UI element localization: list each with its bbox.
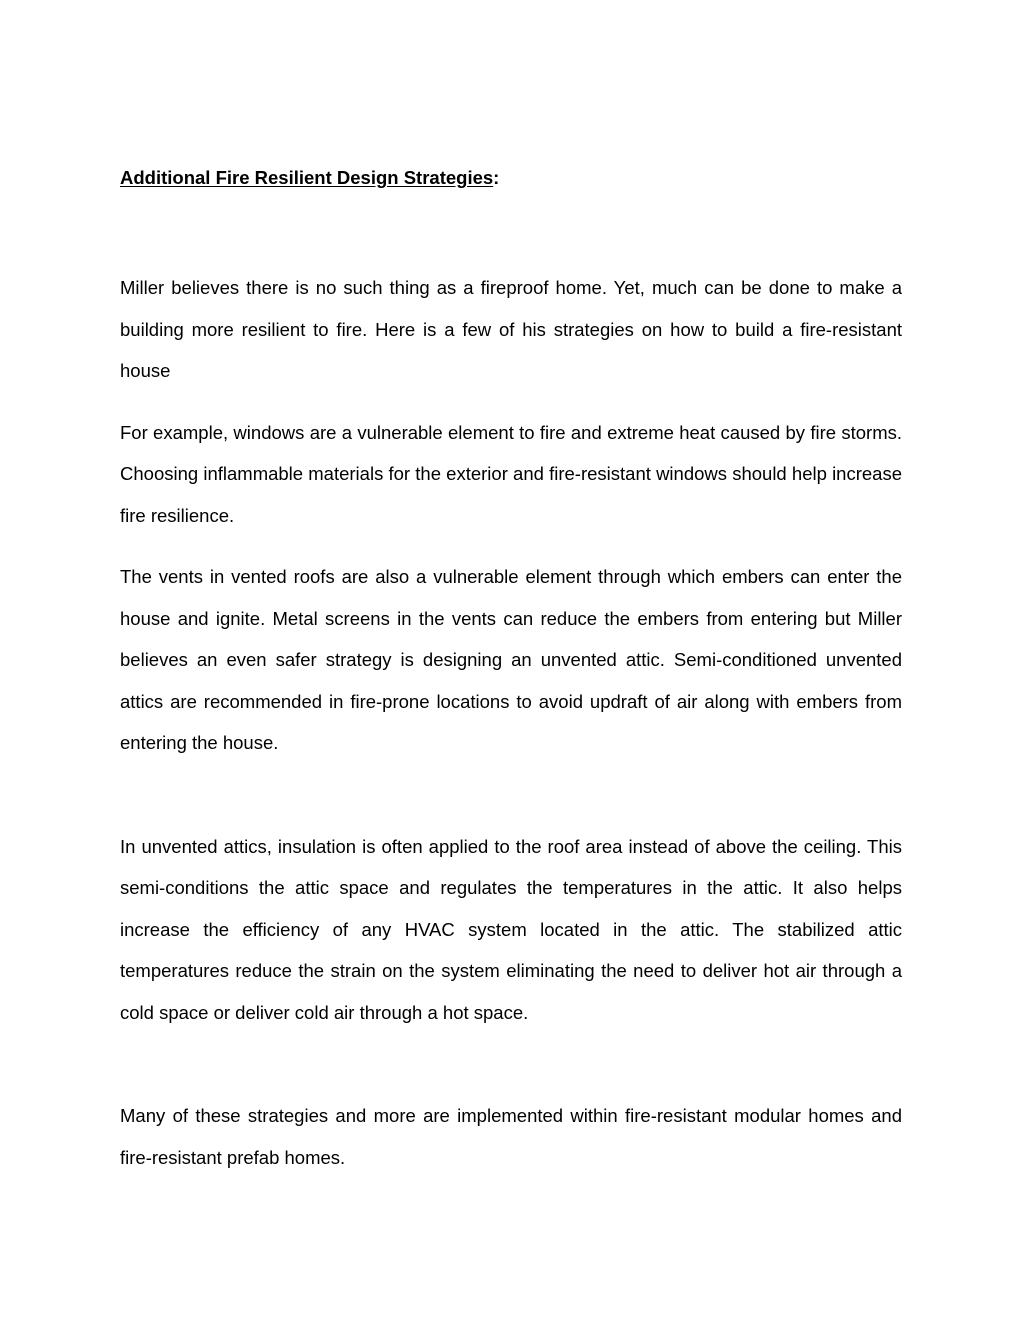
- paragraph-windows: For example, windows are a vulnerable element to fire and extreme heat caused by fire storms. Choosing inflammable materials for the exterior and fire-resistant windows should help increase fire resilience.: [120, 421, 902, 526]
- paragraph-vents: The vents in vented roofs are also a vulnerable element through which embers can enter the house and ignite. Metal screens in the vents can reduce the embers from entering but Miller believes an even safer strategy is designing an unvented attic. Semi-conditioned unvented attics are recommended in fire-prone locations to avoid updraft of air along with embers from entering the house.: [120, 566, 902, 753]
- paragraph-intro: Miller believes there is no such thing as a fireproof home. Yet, much can be done to make a building more resilient to fire. Here is a few of his strategies on how to build a fire-resistant house: [120, 277, 902, 381]
- section-heading: [120, 160, 902, 196]
- paragraph-conclusion: Many of these strategies and more are implemented within fire-resistant modular homes and fire-resistant prefab homes.: [120, 1105, 902, 1168]
- section-heading-colon: :: [493, 167, 500, 188]
- section-heading-title: Additional Fire Resilient Design Strategies: [120, 167, 494, 188]
- paragraph-unvented-attics: In unvented attics, insulation is often applied to the roof area instead of above the ceiling. This semi-conditions the attic space and regulates the temperatures in the attic. It also helps increase the efficiency of any HVAC system located in the attic. The stabilized attic temperatures reduce the strain on the system eliminating the need to deliver hot air through a cold space or deliver cold air through a hot space.: [120, 835, 902, 1023]
- document-page: [120, 160, 902, 1178]
